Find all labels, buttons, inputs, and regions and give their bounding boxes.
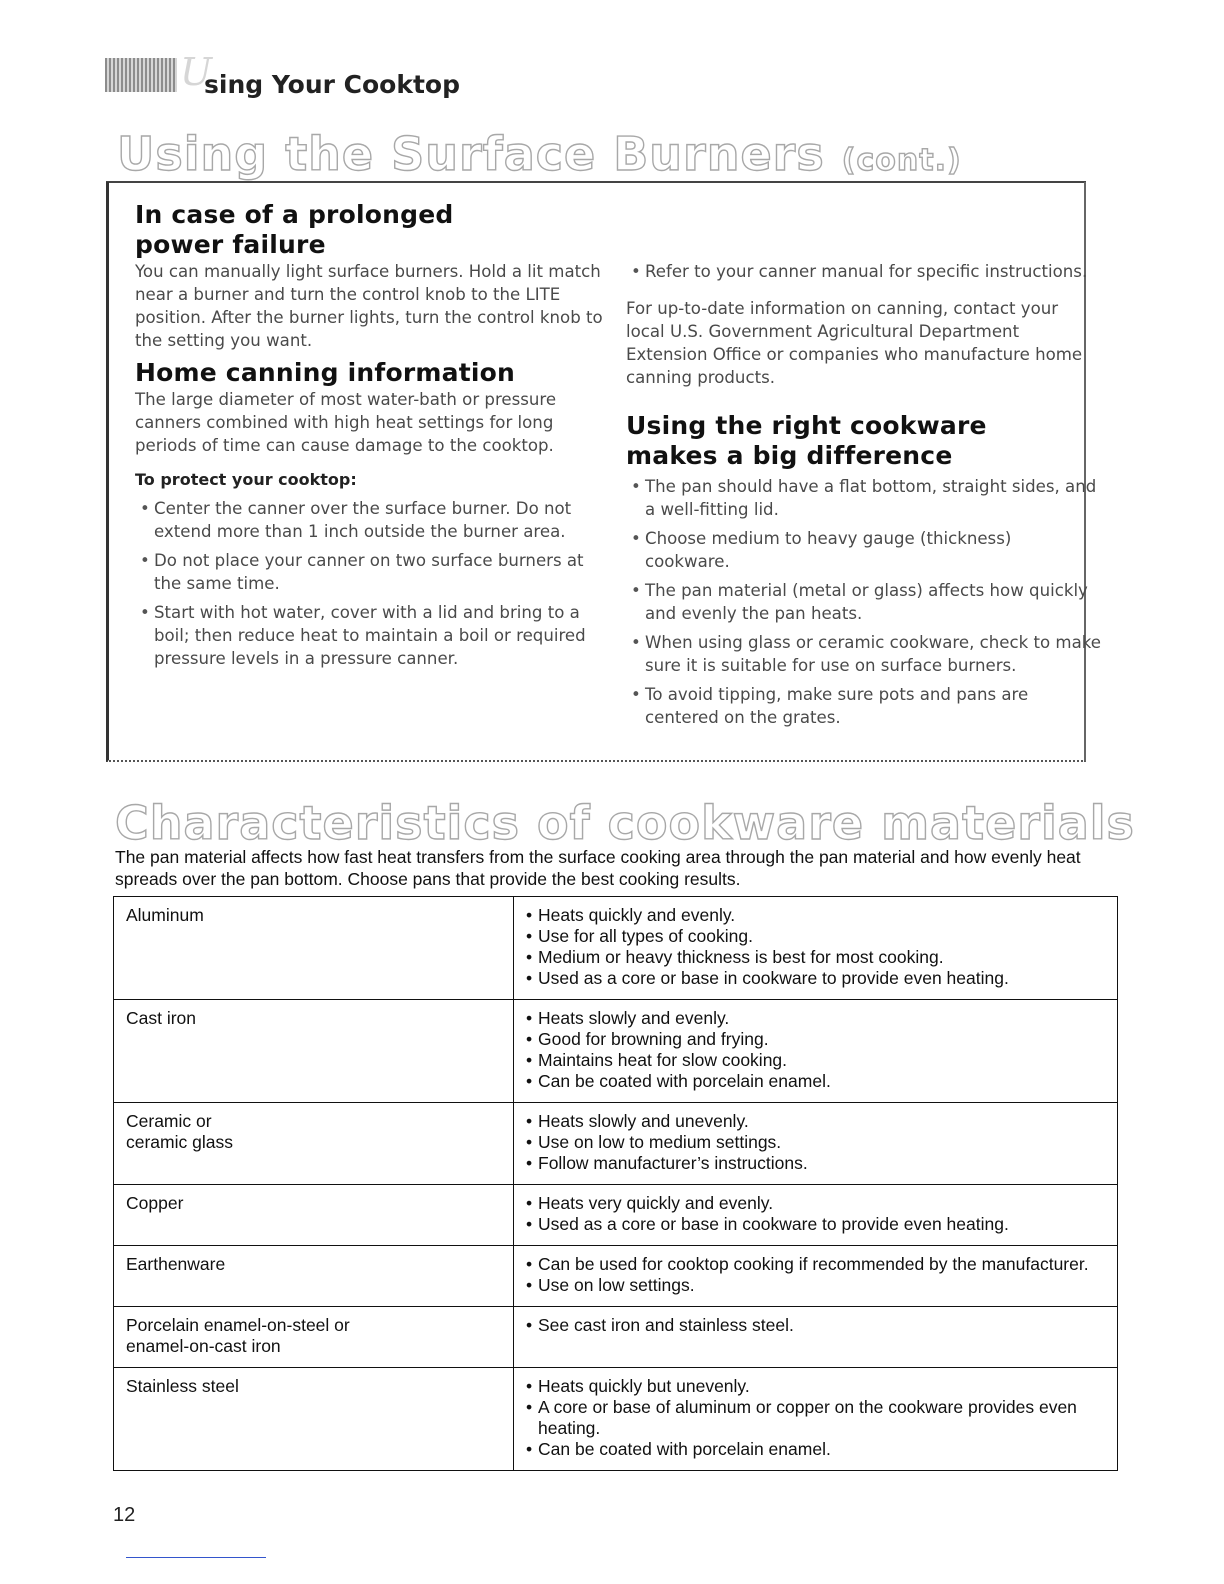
material-property: • Use on low to medium settings. [526,1132,1105,1153]
material-name-cell [114,1307,514,1368]
material-property: • Heats quickly and evenly. [526,905,1105,926]
section-title-cont: (cont.) [841,143,962,178]
protect-cooktop-label: To protect your cooktop: [135,470,357,489]
canning-bullet-list [135,497,605,670]
cookware-bullet: • The pan material (metal or glass) affects how quickly and evenly the pan heats. [626,579,1101,625]
materials-table-row [114,1307,1118,1368]
material-property: • Heats quickly but unevenly. [526,1376,1105,1397]
material-name: Aluminum [126,905,204,925]
page-number: 12 [113,1504,136,1526]
material-property: • Used as a core or base in cookware to provide even heating. [526,968,1105,989]
material-name-cell [114,1000,514,1103]
materials-table-row [114,1368,1118,1471]
cookware-bullet: • The pan should have a flat bottom, straight sides, and a well-fitting lid. [626,475,1101,521]
material-name-cell [114,1103,514,1185]
home-canning-body: The large diameter of most water-bath or pressure canners combined with high heat settings for long periods of time can cause damage to the cooktop. [135,390,557,455]
material-properties-cell [514,897,1118,1000]
material-name: Porcelain enamel-on-steel or [126,1315,350,1335]
material-name: Copper [126,1193,184,1213]
material-name: Cast iron [126,1008,197,1028]
material-name-cell [114,1185,514,1246]
material-property: • Used as a core or base in cookware to provide even heating. [526,1214,1105,1235]
cookware-heading-line2: makes a big difference [626,441,953,470]
materials-table-row [114,897,1118,1000]
material-property: • Can be used for cooktop cooking if recommended by the manufacturer. [526,1254,1105,1275]
material-property: • Good for browning and frying. [526,1029,1105,1050]
material-property: • Follow manufacturer’s instructions. [526,1153,1105,1174]
material-name: enamel-on-cast iron [126,1336,281,1356]
material-property: • Use on low settings. [526,1275,1105,1296]
material-property: • Heats very quickly and evenly. [526,1193,1105,1214]
material-property: • Can be coated with porcelain enamel. [526,1439,1105,1460]
footer-rule [126,1557,266,1558]
material-name-cell [114,1246,514,1307]
home-canning-heading: Home canning information [135,358,516,387]
material-name: Earthenware [126,1254,226,1274]
material-name-cell [114,1368,514,1471]
material-name-cell [114,897,514,1000]
material-property: • Heats slowly and evenly. [526,1008,1105,1029]
cookware-bullet-list [626,475,1101,729]
material-property: • Medium or heavy thickness is best for most cooking. [526,947,1105,968]
header-title: sing Your Cooktop [204,70,461,99]
power-failure-heading-line1: In case of a prolonged [135,200,454,229]
materials-table-row [114,1000,1118,1103]
material-properties-cell [514,1307,1118,1368]
canner-manual-list [626,260,1101,283]
material-property: • Maintains heat for slow cooking. [526,1050,1105,1071]
characteristics-intro: The pan material affects how fast heat transfers from the surface cooking area through the pan material and how evenly heat spreads over the pan bottom. Choose pans that provide the best cooking results. [115,847,1081,889]
cookware-bullet: • When using glass or ceramic cookware, check to make sure it is suitable for use on surface burners. [626,631,1101,677]
materials-table-row [114,1103,1118,1185]
material-properties-cell [514,1246,1118,1307]
power-failure-heading-line2: power failure [135,230,326,259]
power-failure-heading [135,200,605,260]
cookware-heading [626,411,1101,471]
characteristics-title: Characteristics of cookware materials [115,796,1135,850]
material-property: • A core or base of aluminum or copper on the cookware provides even heating. [526,1397,1105,1439]
material-name: Stainless steel [126,1376,239,1396]
material-properties-cell [514,1103,1118,1185]
header-ornament [105,58,177,92]
section-title-text: Using the Surface Burners [117,127,825,181]
canner-manual-bullet: • Refer to your canner manual for specific instructions. [626,260,1101,283]
header-initial: U [180,50,213,94]
material-name: ceramic glass [126,1132,233,1152]
canning-bullet: • Start with hot water, cover with a lid and bring to a boil; then reduce heat to maintain a boil or required pressure levels in a pressure canner. [135,601,605,670]
canning-bullet: • Center the canner over the surface burner. Do not extend more than 1 inch outside the burner area. [135,497,605,543]
cookware-heading-line1: Using the right cookware [626,411,987,440]
info-right-column [626,260,1101,735]
materials-table-row [114,1185,1118,1246]
materials-table [113,896,1118,1471]
materials-table-row [114,1246,1118,1307]
material-name: Ceramic or [126,1111,212,1131]
material-properties-cell [514,1000,1118,1103]
info-left-column [135,200,605,676]
canning-bullet: • Do not place your canner on two surface burners at the same time. [135,549,605,595]
material-property: • Can be coated with porcelain enamel. [526,1071,1105,1092]
material-property: • See cast iron and stainless steel. [526,1315,1105,1336]
cookware-bullet: • Choose medium to heavy gauge (thickness) cookware. [626,527,1101,573]
material-property: • Heats slowly and unevenly. [526,1111,1105,1132]
cookware-bullet: • To avoid tipping, make sure pots and pans are centered on the grates. [626,683,1101,729]
canning-contact-text: For up-to-date information on canning, contact your local U.S. Government Agricultural Department Extension Office or companies who manufacture home canning products. [626,299,1083,387]
power-failure-body: You can manually light surface burners. Hold a lit match near a burner and turn the control knob to the LITE position. After the burner lights, turn the control knob to the setting you want. [135,262,603,350]
material-properties-cell [514,1185,1118,1246]
material-property: • Use for all types of cooking. [526,926,1105,947]
material-properties-cell [514,1368,1118,1471]
